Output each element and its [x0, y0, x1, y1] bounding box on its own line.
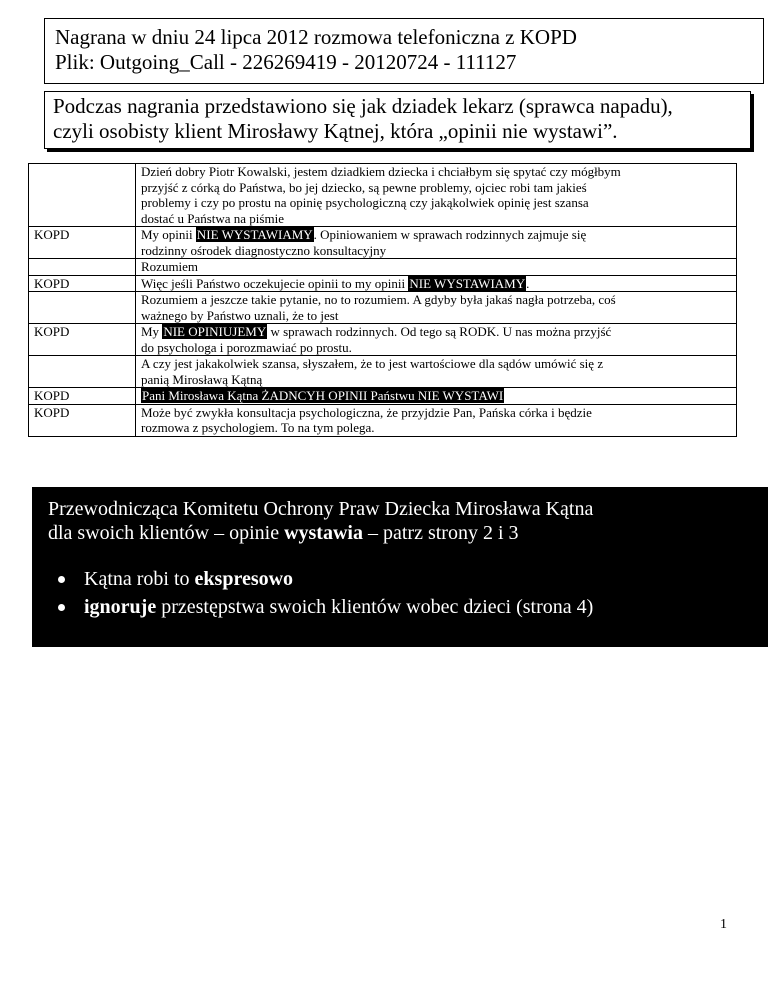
intro-line-2: czyli osobisty klient Mirosławy Kątnej, która „opinii nie wystawi”.: [53, 119, 618, 143]
utterance-cell: Rozumiem a jeszcze takie pytanie, no to rozumiem. A gdyby była jakaś nagła potrzeba, coś ważnego by Państwo uznali, że to jest: [136, 292, 737, 324]
utterance-cell: Rozumiem: [136, 259, 737, 276]
table-row: [29, 356, 737, 388]
call-header-file: Plik: Outgoing_Call - 226269419 - 20120724 - 111127: [55, 50, 517, 74]
intro-line-1: Podczas nagrania przedstawiono się jak dziadek lekarz (sprawca napadu),: [53, 94, 673, 118]
speaker-cell: KOPD: [29, 404, 136, 436]
utterance-cell: Może być zwykła konsultacja psychologiczna, że przyjdzie Pan, Pańska córka i będzie rozmowa z psychologiem. To na tym polega.: [136, 404, 737, 436]
utterance-cell: My NIE OPINIUJEMY w sprawach rodzinnych. Od tego są RODK. U nas można przyjść do psychologa i porozmawiać po prostu.: [136, 324, 737, 356]
list-item: ignoruje przestępstwa swoich klientów wobec dzieci (strona 4): [84, 595, 768, 619]
utterance-cell: A czy jest jakakolwiek szansa, słyszałem, że to jest wartościowe dla sądów umówić się z panią Mirosławą Kątną: [136, 356, 737, 388]
table-row: [29, 227, 737, 259]
summary-box: [32, 487, 768, 647]
speaker-cell: KOPD: [29, 227, 136, 259]
summary-line-1: Przewodnicząca Komitetu Ochrony Praw Dziecka Mirosława Kątna: [48, 498, 594, 520]
table-row: [29, 164, 737, 227]
call-header-title: Nagrana w dniu 24 lipca 2012 rozmowa telefoniczna z KOPD: [55, 25, 577, 49]
table-row: [29, 292, 737, 324]
highlighted-text: NIE OPINIUJEMY: [163, 324, 267, 339]
summary-bullet-list: [48, 567, 768, 619]
speaker-cell: [29, 259, 136, 276]
highlighted-text: NIE WYSTAWIAMY: [196, 227, 313, 242]
highlighted-text: Pani Mirosława Kątna ŻADNCYH OPINII Państwu NIE WYSTAWI: [142, 388, 504, 403]
transcript-table: [28, 163, 737, 437]
table-row: [29, 259, 737, 276]
list-item: Kątna robi to ekspresowo: [84, 567, 768, 591]
summary-line-2: dla swoich klientów – opinie wystawia – patrz strony 2 i 3: [48, 522, 519, 544]
utterance-cell: Dzień dobry Piotr Kowalski, jestem dziadkiem dziecka i chciałbym się spytać czy mógłbym przyjść z córką do Państwa, bo jej dziecko, są pewne problemy, ojciec robi tam jakieś problemy i czy po prostu na opinię psychologiczną czy jakąkolwiek opinię jest szansa dostać u Państwa na piśmie: [136, 164, 737, 227]
table-row: [29, 388, 737, 405]
page-number: 1: [720, 917, 727, 932]
speaker-cell: [29, 164, 136, 227]
table-row: [29, 275, 737, 292]
intro-box: [44, 91, 751, 149]
speaker-cell: KOPD: [29, 275, 136, 292]
highlighted-text: NIE WYSTAWIAMY: [409, 275, 526, 291]
utterance-cell: [136, 388, 737, 405]
bullet-icon: [58, 576, 65, 583]
utterance-cell: Więc jeśli Państwo oczekujecie opinii to my opinii NIE WYSTAWIAMY.: [136, 275, 737, 292]
utterance-cell: My opinii NIE WYSTAWIAMY. Opiniowaniem w sprawach rodzinnych zajmuje się rodzinny ośrodek diagnostyczno konsultacyjny: [136, 227, 737, 259]
bullet-icon: [58, 604, 65, 611]
speaker-cell: [29, 292, 136, 324]
speaker-cell: [29, 356, 136, 388]
call-header-box: [44, 18, 764, 84]
speaker-cell: KOPD: [29, 324, 136, 356]
table-row: [29, 404, 737, 436]
table-row: [29, 324, 737, 356]
speaker-cell: KOPD: [29, 388, 136, 405]
